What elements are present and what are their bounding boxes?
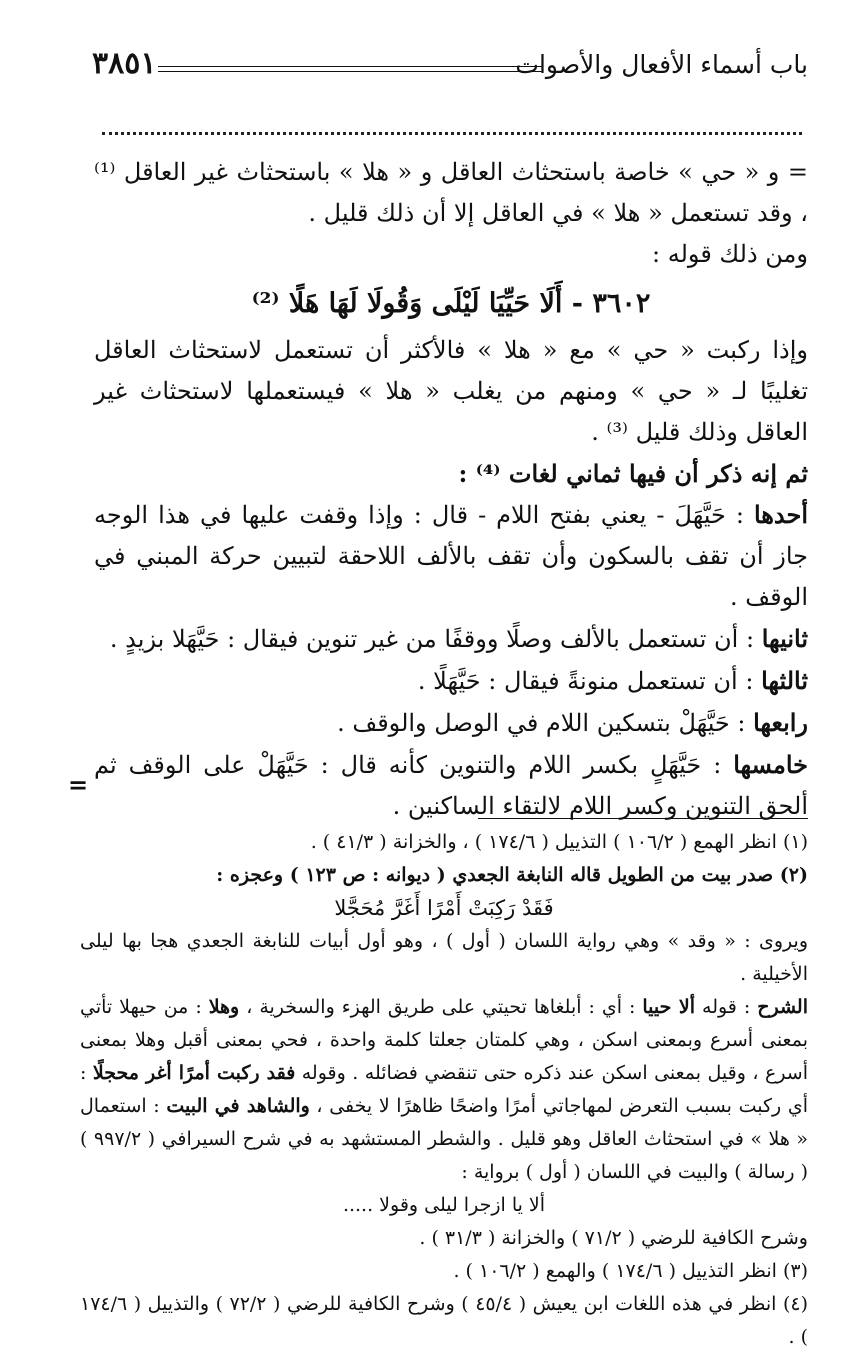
footnote-3: (٣) انظر التذييل ( ١٧٤/٦ ) والهمع ( ١٠٦/٢ ) . [453,1260,808,1282]
paragraph-3: وإذا ركبت « حي » مع « هلا » فالأكثر أن تستعمل لاستحثاث العاقل تغليبًا لـ « حي » ومنهم من يغلب « هلا » فيستعملها لاستحثاث غير العاقل وذلك قليل ⁽³⁾ . [94,336,808,446]
paragraph-8 [94,702,808,744]
footnote-2: (٢) صدر بيت من الطويل قاله النابغة الجعدي ( ديوانه : ص ١٢٣ ) وعجزه : [216,864,808,886]
paragraph-7 [94,660,808,702]
text-first: : حَيَّهَلَ - يعني بفتح اللام - قال : وإذا وقفت عليها في هذا الوجه جاز أن تقف بالسكون وأن تقف بالألف اللاحقة لتبيين حركة المبني في الوقف . [94,501,809,611]
page-header [92,46,808,90]
text-third: : أن تستعمل منونةً فيقال : حَيَّهَلًا . [417,667,762,695]
label-fourth: رابعها [753,708,808,737]
commentary-bold: فقد ركبت أمرًا أغر محجلًا [92,1062,296,1084]
running-title: باب أسماء الأفعال والأصوات [515,50,808,79]
footnote-2-variant: ويروى : « وقد » وهي رواية اللسان ( أول ) ، وهو أول أبيات للنابغة الجعدي هجا بها ليلى الأخيلية . [80,930,808,985]
label-first: أحدها [753,500,809,529]
commentary-text: : قوله [695,996,758,1018]
commentary-bold: وهلا [208,996,240,1018]
header-rule [158,66,543,72]
footnote-1: (١) انظر الهمع ( ١٠٦/٢ ) التذييل ( ١٧٤/٦ ) ، والخزانة ( ٤١/٣ ) . [310,831,808,853]
footnote-2-alt-verse: ألا يا ازجرا ليلى وقولا ..... [342,1194,546,1216]
dotted-separator [102,112,802,135]
label-second: ثانيها [761,624,808,653]
text-fourth: : حَيَّهَلْ بتسكين اللام في الوصل والوقف . [337,709,754,737]
footnote-rule [478,818,808,819]
text-fifth: : حَيَّهَلٍ بكسر اللام والتنوين كأنه قال : حَيَّهَلْ على الوقف ثم ألحق التنوين وكسر اللام لالتقاء الساكنين . [94,751,808,820]
commentary-text: : من حيهلا تأتي بمعنى أسرع وبمعنى اسكن ، وهي كلمتان جعلتا كلمة واحدة ، فحي بمعنى أقبل وهلا بمعنى أسرع ، وقيل بمعنى اسكن عند ذكره حتى تنقضي فضائله . وقوله [80,996,808,1084]
paragraph-2: ومن ذلك قوله : [652,240,808,268]
footnote-2-verse: فَقَدْ رَكِبَتْ أَمْرًا أَغَرَّ مُحَجَّلا [334,896,554,920]
label-sharh: الشرح [757,996,808,1018]
paragraph-1: = و « حي » خاصة باستحثاث العاقل و « هلا » باستحثاث غير العاقل ⁽¹⁾ ، وقد تستعمل « هلا » في العاقل إلا أن ذلك قليل . [94,158,808,227]
page-number: ٣٨٥١ [92,46,157,81]
paragraph-5 [94,494,808,618]
commentary-text: : أي : أبلغاها تحيتي على طريق الهزء والسخرية ، [239,996,643,1018]
commentary-bold: والشاهد في البيت [166,1095,310,1117]
continuation-mark: = [68,770,89,799]
verse-3602: ٣٦٠٢ - أَلَا حَيِّيَا لَيْلَى وَقُولَا لَهَا هَلًا ⁽²⁾ [251,288,651,319]
label-fifth: خامسها [733,750,808,779]
paragraph-4: ثم إنه ذكر أن فيها ثماني لغات ⁽⁴⁾ : [458,459,808,488]
text-second: : أن تستعمل بالألف وصلًا ووقفًا من غير تنوين فيقال : حَيَّهَلا بزيدٍ . [109,625,762,653]
main-text [94,152,808,827]
footnotes [80,826,808,1354]
commentary-bold: ألا حييا [642,996,696,1018]
label-third: ثالثها [761,666,808,695]
commentary-text: : أي ركبت بسبب التعرض لمهاجاتي أمرًا واضحًا ظاهرًا لا يخفى ، [80,1062,808,1117]
paragraph-9 [94,744,808,827]
commentary-text: : استعمال « هلا » في استحثاث العاقل وهو قليل . والشطر المستشهد به في شرح السيرافي ( ٩٩٧/٢ ) ( رسالة ) والبيت في اللسان ( أول ) برواية : [80,1095,808,1183]
paragraph-6 [94,618,808,660]
footnote-2-sources: وشرح الكافية للرضي ( ٧١/٢ ) والخزانة ( ٣١/٣ ) . [419,1227,808,1249]
footnote-4: (٤) انظر في هذه اللغات ابن يعيش ( ٤٥/٤ ) وشرح الكافية للرضي ( ٧٢/٢ ) والتذييل ( ١٧٤/٦ ) . [80,1293,808,1348]
footnote-2-commentary [80,991,808,1189]
